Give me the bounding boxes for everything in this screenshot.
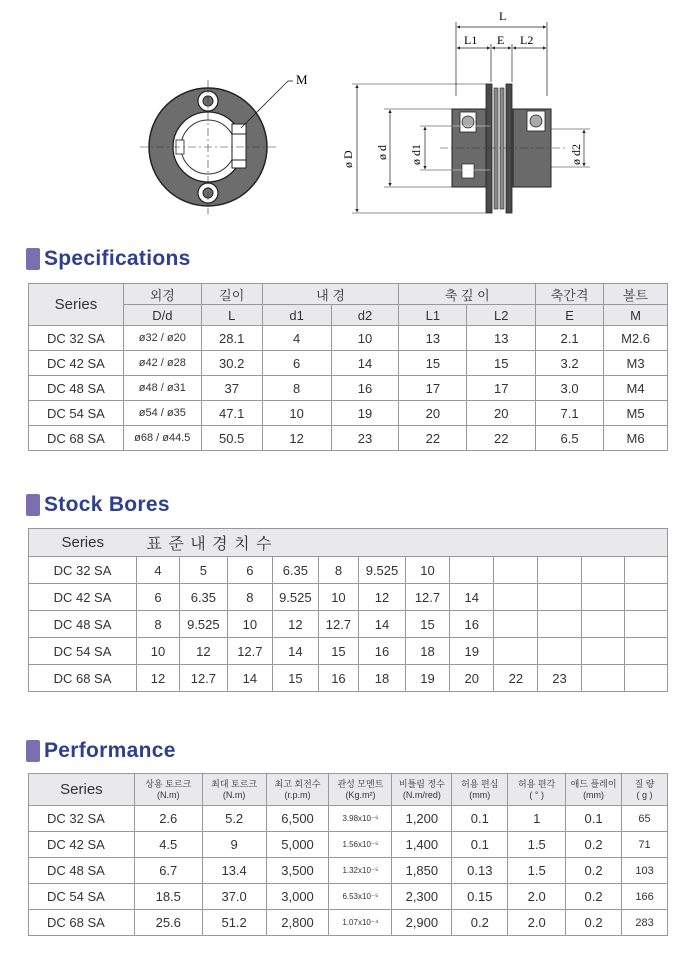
drawing-label-d-outer: ø D — [341, 150, 355, 168]
perf-value: 1,200 — [392, 806, 452, 832]
spec-header-length-sub: L — [201, 305, 262, 326]
perf-value: 103 — [622, 858, 668, 884]
perf-value: 6,500 — [266, 806, 329, 832]
table-row — [29, 426, 668, 451]
perf-header-unit: ( g ) — [636, 789, 653, 800]
table-row — [29, 401, 668, 426]
spec-outer-inner-dia: ø48 / ø31 — [123, 376, 201, 401]
perf-header-eccentricity — [452, 774, 508, 806]
perf-value: 2,800 — [266, 910, 329, 936]
bore-size: 6 — [136, 584, 179, 611]
bore-size — [625, 665, 668, 692]
spec-header-length: 길이 — [201, 284, 262, 305]
spec-series: DC 48 SA — [29, 376, 124, 401]
table-row — [29, 884, 668, 910]
bore-size — [625, 638, 668, 665]
bore-size — [625, 611, 668, 638]
bore-size: 19 — [450, 638, 494, 665]
bore-size — [538, 638, 581, 665]
spec-length: 28.1 — [201, 326, 262, 351]
perf-value: 3,000 — [266, 884, 329, 910]
bore-size: 18 — [359, 665, 406, 692]
perf-value: 4.5 — [134, 832, 202, 858]
perf-value: 1.5 — [508, 832, 566, 858]
specifications-table — [28, 283, 668, 451]
spec-header-series: Series — [29, 284, 124, 326]
spec-d1: 4 — [262, 326, 331, 351]
spec-header-l2: L2 — [467, 305, 536, 326]
bore-size: 23 — [538, 665, 581, 692]
spec-header-gap-sub: E — [536, 305, 604, 326]
spec-header-l1: L1 — [399, 305, 467, 326]
perf-header-label: 질 량 — [634, 778, 655, 789]
perf-header-unit: (mm) — [583, 789, 605, 800]
perf-value: 65 — [622, 806, 668, 832]
stock-bores-heading — [26, 492, 170, 518]
perf-header-unit: (Kg.m²) — [345, 789, 376, 800]
bores-series: DC 54 SA — [29, 638, 137, 665]
spec-l2: 20 — [467, 401, 536, 426]
spec-series: DC 54 SA — [29, 401, 124, 426]
spec-m: M5 — [604, 401, 668, 426]
table-row — [29, 584, 668, 611]
performance-title: Performance — [44, 739, 176, 762]
specifications-title: Specifications — [44, 247, 191, 270]
bore-size: 12 — [359, 584, 406, 611]
drawing-label-l2: L2 — [520, 33, 534, 47]
perf-header-label: 최대 토르크 — [211, 778, 258, 789]
spec-d2: 19 — [331, 401, 399, 426]
spec-e: 2.1 — [536, 326, 604, 351]
perf-header-label: Series — [60, 781, 103, 798]
perf-header-label: 비틀림 정수 — [398, 778, 445, 789]
bore-size: 15 — [405, 611, 449, 638]
perf-header-label: 최고 회전수 — [274, 778, 321, 789]
spec-d1: 10 — [262, 401, 331, 426]
perf-value: 2,900 — [392, 910, 452, 936]
spec-length: 47.1 — [201, 401, 262, 426]
perf-value: 6.53x10⁻⁵ — [329, 884, 392, 910]
bores-series: DC 68 SA — [29, 665, 137, 692]
stock-bores-title: Stock Bores — [44, 493, 170, 516]
spec-l1: 13 — [399, 326, 467, 351]
perf-value: 0.2 — [566, 884, 622, 910]
bore-size: 12.7 — [405, 584, 449, 611]
perf-series: DC 48 SA — [29, 858, 135, 884]
perf-header-label: 허용 편심 — [461, 778, 499, 789]
perf-series: DC 54 SA — [29, 884, 135, 910]
performance-table — [28, 773, 668, 936]
coupling-drawing — [0, 0, 688, 235]
performance-heading — [26, 738, 176, 764]
spec-d1: 6 — [262, 351, 331, 376]
bore-size — [538, 584, 581, 611]
perf-header-mass — [622, 774, 668, 806]
bore-size: 14 — [359, 611, 406, 638]
spec-length: 37 — [201, 376, 262, 401]
bore-size: 19 — [405, 665, 449, 692]
spec-d1: 12 — [262, 426, 331, 451]
bore-size: 10 — [318, 584, 359, 611]
spec-header-inner: 내 경 — [262, 284, 399, 305]
perf-header-unit: (N.m/red) — [402, 789, 441, 800]
spec-e: 3.2 — [536, 351, 604, 376]
spec-length: 30.2 — [201, 351, 262, 376]
bore-size: 20 — [450, 665, 494, 692]
perf-header-torsional — [392, 774, 452, 806]
spec-d2: 23 — [331, 426, 399, 451]
spec-l2: 15 — [467, 351, 536, 376]
perf-header-rated-torque — [134, 774, 202, 806]
perf-header-unit: (N.m) — [222, 789, 246, 800]
bore-size — [494, 584, 538, 611]
perf-value: 0.2 — [566, 910, 622, 936]
perf-value: 0.15 — [452, 884, 508, 910]
bore-size — [581, 557, 625, 584]
perf-value: 5,000 — [266, 832, 329, 858]
perf-header-label: 관성 모멘트 — [337, 778, 384, 789]
perf-value: 18.5 — [134, 884, 202, 910]
bore-size: 5 — [180, 557, 228, 584]
bore-size: 10 — [227, 611, 272, 638]
bore-size: 12.7 — [227, 638, 272, 665]
table-row — [29, 376, 668, 401]
bore-size — [581, 665, 625, 692]
spec-l1: 17 — [399, 376, 467, 401]
drawing-label-d: ø d — [375, 145, 389, 160]
bore-size: 9.525 — [180, 611, 228, 638]
spec-series: DC 42 SA — [29, 351, 124, 376]
perf-series: DC 68 SA — [29, 910, 135, 936]
table-row — [29, 326, 668, 351]
table-row — [29, 910, 668, 936]
perf-value: 1.5 — [508, 858, 566, 884]
spec-header-bolt-sub: M — [604, 305, 668, 326]
bore-size: 9.525 — [359, 557, 406, 584]
spec-outer-inner-dia: ø68 / ø44.5 — [123, 426, 201, 451]
perf-value: 1 — [508, 806, 566, 832]
front-view — [140, 80, 293, 214]
spec-m: M4 — [604, 376, 668, 401]
bore-size — [581, 611, 625, 638]
spec-outer-inner-dia: ø32 / ø20 — [123, 326, 201, 351]
perf-value: 2.0 — [508, 910, 566, 936]
spec-header-outer: 외경 — [123, 284, 201, 305]
spec-header-outer-sub: D/d — [123, 305, 201, 326]
spec-header-d2: d2 — [331, 305, 399, 326]
stock-bores-table — [28, 528, 668, 692]
spec-m: M3 — [604, 351, 668, 376]
perf-header-unit: (mm) — [469, 789, 491, 800]
perf-value: 51.2 — [202, 910, 266, 936]
bore-size: 14 — [450, 584, 494, 611]
table-row — [29, 557, 668, 584]
perf-header-unit: (r.p.m) — [284, 789, 311, 800]
bores-header-sizes: 표 준 내 경 치 수 — [136, 529, 667, 557]
perf-value: 2.6 — [134, 806, 202, 832]
spec-d2: 14 — [331, 351, 399, 376]
bore-size: 6.35 — [273, 557, 319, 584]
spec-header-d1: d1 — [262, 305, 331, 326]
perf-value: 0.2 — [566, 858, 622, 884]
spec-d2: 16 — [331, 376, 399, 401]
spec-series: DC 32 SA — [29, 326, 124, 351]
spec-outer-inner-dia: ø54 / ø35 — [123, 401, 201, 426]
spec-l1: 15 — [399, 351, 467, 376]
bore-size: 16 — [450, 611, 494, 638]
perf-value: 3,500 — [266, 858, 329, 884]
table-row — [29, 611, 668, 638]
perf-header-unit: (N.m) — [157, 789, 180, 800]
perf-value: 1.07x10⁻⁴ — [329, 910, 392, 936]
perf-value: 166 — [622, 884, 668, 910]
bores-series: DC 32 SA — [29, 557, 137, 584]
spec-e: 6.5 — [536, 426, 604, 451]
spec-header-bolt: 볼트 — [604, 284, 668, 305]
perf-header-max-speed — [266, 774, 329, 806]
perf-value: 25.6 — [134, 910, 202, 936]
bore-size: 8 — [318, 557, 359, 584]
perf-header-label: 허용 편각 — [518, 778, 556, 789]
spec-l2: 17 — [467, 376, 536, 401]
bore-size — [494, 557, 538, 584]
table-row — [29, 665, 668, 692]
bore-size: 14 — [273, 638, 319, 665]
perf-value: 0.1 — [452, 832, 508, 858]
table-row — [29, 858, 668, 884]
perf-value: 283 — [622, 910, 668, 936]
bore-size: 22 — [494, 665, 538, 692]
perf-value: 37.0 — [202, 884, 266, 910]
bore-size: 12.7 — [180, 665, 228, 692]
bore-size: 4 — [136, 557, 179, 584]
perf-value: 1,400 — [392, 832, 452, 858]
bore-size — [538, 557, 581, 584]
perf-header-label: 애드 플레이 — [570, 778, 617, 789]
specifications-heading — [26, 246, 191, 272]
bore-size — [494, 611, 538, 638]
perf-value: 1,850 — [392, 858, 452, 884]
perf-series: DC 42 SA — [29, 832, 135, 858]
bore-size: 6.35 — [180, 584, 228, 611]
bore-size — [625, 557, 668, 584]
perf-value: 5.2 — [202, 806, 266, 832]
bore-size — [494, 638, 538, 665]
spec-e: 7.1 — [536, 401, 604, 426]
bore-size: 10 — [136, 638, 179, 665]
perf-value: 1.56x10⁻⁵ — [329, 832, 392, 858]
drawing-label-d2: ø d2 — [569, 144, 583, 165]
bore-size — [581, 584, 625, 611]
spec-outer-inner-dia: ø42 / ø28 — [123, 351, 201, 376]
perf-header-max-torque — [202, 774, 266, 806]
bore-size: 12 — [273, 611, 319, 638]
table-row — [29, 351, 668, 376]
bore-size — [625, 584, 668, 611]
perf-header-series — [29, 774, 135, 806]
perf-value: 1.32x10⁻⁵ — [329, 858, 392, 884]
bore-size: 8 — [136, 611, 179, 638]
perf-header-unit: ( ° ) — [529, 789, 544, 800]
perf-value: 71 — [622, 832, 668, 858]
perf-header-label: 상용 토르크 — [145, 778, 192, 789]
bore-size: 12 — [136, 665, 179, 692]
bore-size: 10 — [405, 557, 449, 584]
table-row — [29, 832, 668, 858]
bore-size: 9.525 — [273, 584, 319, 611]
bore-size — [538, 611, 581, 638]
bore-size: 16 — [318, 665, 359, 692]
bore-size: 16 — [359, 638, 406, 665]
spec-e: 3.0 — [536, 376, 604, 401]
drawing-label-l: L — [499, 9, 507, 23]
drawing-label-l1: L1 — [464, 33, 478, 47]
spec-header-gap: 축간격 — [536, 284, 604, 305]
spec-length: 50.5 — [201, 426, 262, 451]
bore-size: 14 — [227, 665, 272, 692]
bore-size: 6 — [227, 557, 272, 584]
perf-value: 2.0 — [508, 884, 566, 910]
bores-series: DC 42 SA — [29, 584, 137, 611]
bore-size: 8 — [227, 584, 272, 611]
table-row — [29, 806, 668, 832]
perf-header-inertia — [329, 774, 392, 806]
perf-series: DC 32 SA — [29, 806, 135, 832]
bore-size: 15 — [273, 665, 319, 692]
spec-l1: 22 — [399, 426, 467, 451]
perf-value: 13.4 — [202, 858, 266, 884]
spec-m: M2.6 — [604, 326, 668, 351]
spec-l1: 20 — [399, 401, 467, 426]
spec-d1: 8 — [262, 376, 331, 401]
perf-value: 0.1 — [452, 806, 508, 832]
spec-m: M6 — [604, 426, 668, 451]
bores-series: DC 48 SA — [29, 611, 137, 638]
perf-value: 6.7 — [134, 858, 202, 884]
perf-value: 0.1 — [566, 806, 622, 832]
drawing-label-d1: ø d1 — [409, 144, 423, 165]
drawing-label-e: E — [497, 33, 505, 47]
perf-value: 9 — [202, 832, 266, 858]
perf-value: 0.2 — [452, 910, 508, 936]
bore-size: 12.7 — [318, 611, 359, 638]
table-row — [29, 638, 668, 665]
spec-l2: 22 — [467, 426, 536, 451]
perf-value: 0.2 — [566, 832, 622, 858]
bore-size: 12 — [180, 638, 228, 665]
drawing-label-m: M — [296, 72, 308, 87]
bore-size: 15 — [318, 638, 359, 665]
perf-header-angular — [508, 774, 566, 806]
spec-l2: 13 — [467, 326, 536, 351]
bore-size: 18 — [405, 638, 449, 665]
perf-value: 2,300 — [392, 884, 452, 910]
perf-value: 0.13 — [452, 858, 508, 884]
spec-series: DC 68 SA — [29, 426, 124, 451]
perf-header-endplay — [566, 774, 622, 806]
bore-size — [450, 557, 494, 584]
side-view — [352, 22, 590, 213]
spec-header-depth: 축 깊 이 — [399, 284, 536, 305]
bore-size — [581, 638, 625, 665]
spec-d2: 10 — [331, 326, 399, 351]
bores-header-series: Series — [29, 529, 137, 557]
perf-value: 3.98x10⁻⁶ — [329, 806, 392, 832]
